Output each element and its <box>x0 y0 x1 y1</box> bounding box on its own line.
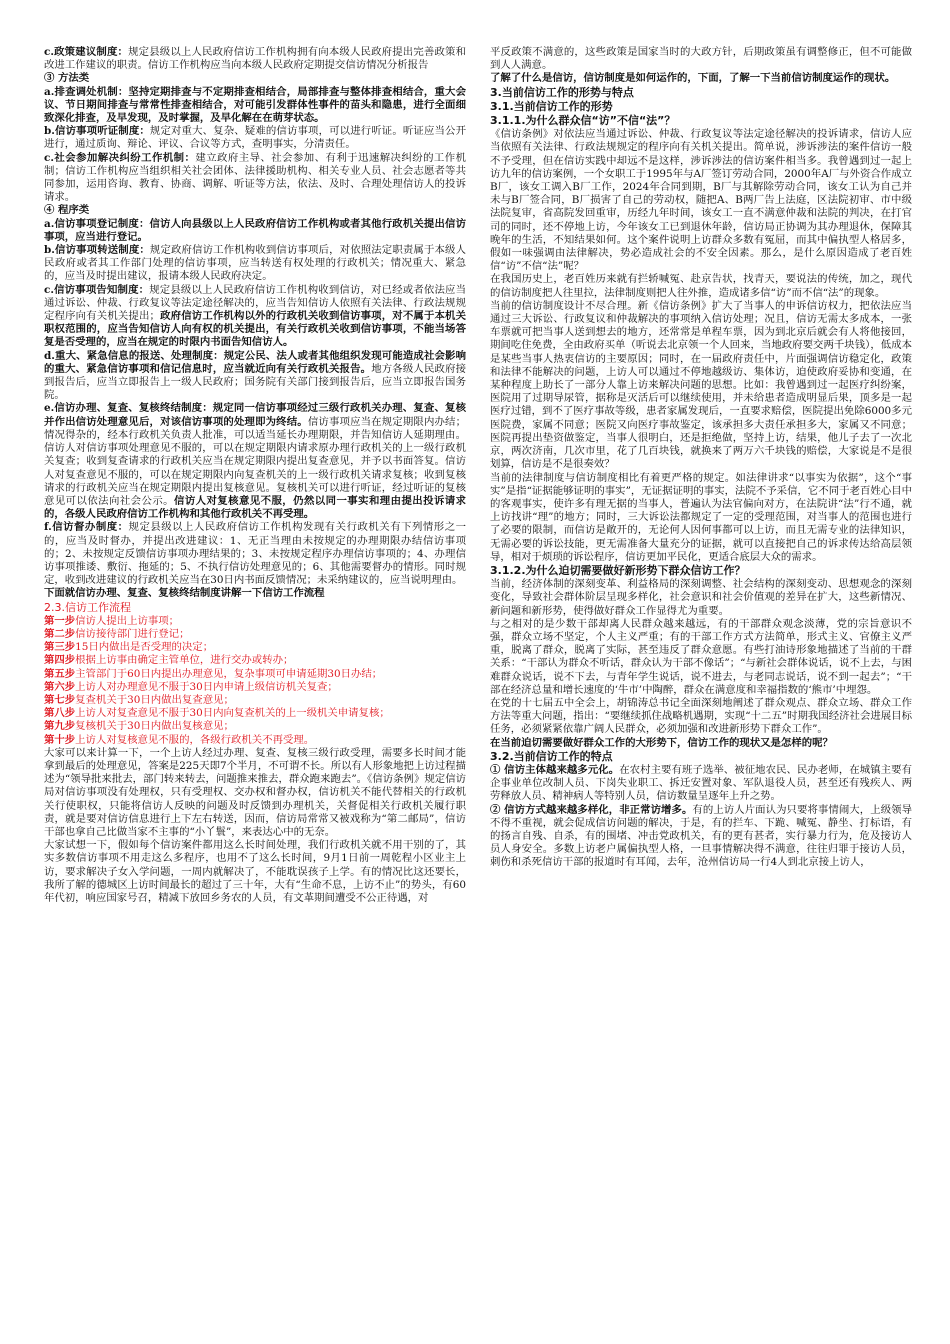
bold-heading <box>490 72 912 85</box>
paragraph-text: 在农村主要有班子选举、被征地农民、民办老师，在城镇主要有企事业单位改制人员、下岗失业职工、拆迁安置对象、军队退役人员，甚至还有残疾人、两劳释放人员、精神病人等特别人员，信访数量呈逐年上升之势。 <box>490 763 912 803</box>
bold-heading-text: 在当前迫切需要做好群众工作的大形势下，信访工作的现状又是怎样的呢？ <box>490 736 833 749</box>
workflow-step-label: 第三步 <box>44 641 76 654</box>
paragraph <box>44 46 466 72</box>
workflow-step <box>44 707 466 720</box>
section-heading <box>490 564 912 578</box>
paragraph <box>490 300 912 472</box>
paragraph <box>490 472 912 564</box>
workflow-step-label: 第八步 <box>44 707 76 720</box>
workflow-step-label: 第六步 <box>44 680 76 693</box>
workflow-step-label: 第十步 <box>44 733 76 746</box>
paragraph <box>44 218 466 244</box>
paragraph-text: 信访事项应当在规定期限内办结；情况得杂的，经本行政机关负责人批准，可以适当延长办理期限，并告知信访人延期理由。信访人对信访事项处理意见不服的，可以在规定期限内请求原办理行政机关的上一级行政机关复查；收到复查请求的行政机关应当在规定期限内提出复查意见，并予以书面答复。信访人对复查意见不服的，可以在规定期限内向复查机关的上一级行政机关请求复核；收到复核请求的行政机关应当在规定期限内提出复核意见。复核机关可以进行听证，经过听证的复核意见可以依法向社会公示。 <box>44 415 466 507</box>
section-heading-text: 3.1.2.为什么迫切需要做好新形势下群众信访工作？ <box>490 563 746 577</box>
paragraph-tail: 政府信访工作机构以外的行政机关收到信访事项，对不属于本机关职权范围的，应当告知信访人向有权的机关提出，有关行政机关收到信访事项，不能当场答复是否受理的，应当在规定的时限内书面告知信访人。 <box>44 310 466 349</box>
paragraph-lead: f.信访督办制度： <box>44 521 129 534</box>
paragraph-lead: a.排查调处机制：坚持定期排查与不定期排查相结合，局部排查与整体排查相结合，重大会议、节日期间排查与常常性排查相结合，对可能引发群体性事件的苗头和隐患，进行全面细致深化排查，及早发现，及时掌握，及早化解在在萌芽状态。 <box>44 85 466 125</box>
workflow-step-label: 第四步 <box>44 654 76 667</box>
paragraph-lead: c.信访事项告知制度： <box>44 283 150 296</box>
paragraph-text: 规定县级以上人民政府信访工作机构发现有关行政机关有下列情形之一的，应当及时督办，并提出改进建议：1、无正当理由未按规定的办理期限办结信访事项的；2、未按规定反馈信访事项办理结果的；3、未按规定程序办理信访事项的；4、办理信访事项推诿、敷衍、拖延的；5、不执行信访处理意见的；6、其他需要督办的情形。同时规定，收到改进建议的行政机关应当在30日内书面反馈情况；未采纳建议的，应当说明理由。 <box>44 521 466 587</box>
paragraph <box>44 152 466 205</box>
section-heading <box>490 86 912 100</box>
paragraph <box>490 764 912 804</box>
paragraph <box>44 125 466 151</box>
workflow-step-text: 上访人对复查意见不服于30日内向复查机关的上一级机关申请复核； <box>75 707 390 720</box>
section-heading <box>44 601 466 615</box>
section-heading-text: 3.2.当前信访工作的特点 <box>490 749 613 763</box>
bold-heading <box>44 72 466 85</box>
bold-heading-text: ③ 方法类 <box>44 72 90 85</box>
paragraph <box>44 402 466 521</box>
workflow-step-label: 第九步 <box>44 720 76 733</box>
workflow-step <box>44 694 466 707</box>
right-column <box>490 46 912 1336</box>
paragraph-text: 规定对重大、复杂、疑难的信访事项，可以进行听证。听证应当公开进行，通过质询、辩论、评议、合议等方式，查明事实，分清责任。 <box>44 125 466 151</box>
paragraph-text: 有的上访人片面认为只要将事情闹大，上级领导不得不重视，就会促成信访问题的解决，于是，有的拦车、下跪、喊冤、静坐、打标语，有的扬言自残、自杀，有的围堵、冲击党政机关，有的更有甚者，实行暴力行为，危及接访人员人身安全。多数上访老户属偏执型人格，一旦事情解决得不满意，往往归罪于接访人员，刺伤和杀死信访干部的报道时有耳闻，去年，沧州信访局一行4人到北京接上访人， <box>490 803 912 869</box>
workflow-step <box>44 734 466 747</box>
bold-heading <box>44 204 466 217</box>
workflow-step-text: 根据上访事由确定主管单位，进行交办或转办； <box>75 654 294 667</box>
paragraph-text: 当前的法律制度与信访制度相比有着更严格的规定。如法律讲求“以事实为依据”，这个“事实”是指“证据能够证明的事实”，无证据证明的事实，法院不予采信，它不同于老百姓心目中的客观事实，使许多有理无据的当事人，普遍认为法官偏向对方，在法院讲“法”行不通，就上访找讲“理”的地方；同时，三大诉讼法都规定了一定的受理范围，对当事人的范围也进行了必要的限制，而信访是敞开的，无论何人因何事都可以上访，而且无需专业的法律知识，无需必要的诉讼技能，更无需准备大量充分的证据，就可以直接把自己的诉求传达给高层领导，相对于烦琐的诉讼程序，信访更加平民化，更适合底层大众的需求。 <box>490 471 912 563</box>
paragraph-lead: b.信访事项转送制度： <box>44 244 150 257</box>
workflow-step <box>44 654 466 667</box>
paragraph <box>44 86 466 126</box>
section-heading-text: 2.3.信访工作流程 <box>44 600 131 614</box>
bold-heading-text: 了解了什么是信访，信访制度是如何运作的，下面，了解一下当前信访制度运作的现状。 <box>490 72 896 85</box>
section-heading-text: 3.当前信访工作的形势与特点 <box>490 85 634 99</box>
bold-heading-text: ④ 程序类 <box>44 204 90 217</box>
section-heading <box>490 114 912 128</box>
paragraph-text: 平反政策不满意的，这些政策是国家当时的大政方针，后期政策虽有调整修正，但不可能做到人人满意。 <box>490 46 912 72</box>
bold-heading <box>44 587 466 600</box>
paragraph <box>44 350 466 403</box>
paragraph-text: 在我国历史上，老百姓历来就有拦轿喊冤、赴京告状，找青天，要说法的传统，加之，现代的信访制度把人往里拉，法律制度则把人往外推，造成诸多信“访”而不信“法”的现象。 <box>490 273 912 299</box>
workflow-step-label: 第二步 <box>44 627 76 640</box>
paragraph <box>490 804 912 870</box>
paragraph-text: 当前，经济体制的深刻变革、利益格局的深刻调整、社会结构的深刻变动、思想观念的深刻变化，导致社会群体阶层呈现多样化，社会意识和社会价值观的差异在扩大，这些新情况、新问题和新形势，使得做好群众工作显得尤为重要。 <box>490 578 912 617</box>
workflow-step <box>44 628 466 641</box>
paragraph <box>44 244 466 284</box>
workflow-step-label: 第一步 <box>44 614 76 627</box>
paragraph-lead: c.政策建议制度： <box>44 46 129 58</box>
paragraph-text: 在党的十七届五中全会上，胡锦涛总书记全面深刻地阐述了群众观点、群众立场、群众工作方法等重大问题，指出：“要继续抓住战略机遇期，实现“十二五”时期我国经济社会进展目标任务，必须紧紧依靠广阔人民群众，必须加强和改进新形势下群众工作”。 <box>490 696 912 736</box>
paragraph <box>44 839 466 905</box>
workflow-step-text: 主管部门于60日内提出办理意见，复杂事项可申请延期30日办结； <box>75 667 383 680</box>
workflow-step-text: 复查机关于30日内做出复查意见； <box>75 693 234 706</box>
workflow-step-text: 信访人提出上访事项； <box>75 614 180 627</box>
workflow-step <box>44 668 466 681</box>
paragraph-text: 《信访条例》对依法应当通过诉讼、仲裁、行政复议等法定途径解决的投诉请求，信访人应当依照有关法律、行政法规规定的程序向有关机关提出。简单说，涉诉涉法的案件信访一般不予受理，但在信访实践中却远不是这样，涉诉涉法的信访案件相当多。我曾遇到过一起上访九年的信访案例，一个女职工于1995年与A厂签订劳动合同，2000年A厂与外资合作成立B厂，该女工调入B厂工作，2024年合同到期，B厂与其解除劳动合同，该女工认为自己并未与B厂签合同，B厂损害了自己的劳动权，随把A、B两厂告上法庭，区法院初审、市中级法院复审，省高院发回重审，历经九年时间，该女工一直不满意仲裁和法院的判决，在打官司的同时，还不停地上访，今年该女工已到退休年龄，信访局正协调为其办理退休，保障其晚年的生活，不知结果如何。这个案件说明上访群众多数有冤屈，而其中偏执型人格居多，假如一味强调由法律解决，势必造成社会的不安全因素。那么，是什么原因造成了老百姓信“访”不信“法”呢？ <box>490 128 912 273</box>
workflow-step-text: 上访人对复核意见不服的，各级行政机关不再受理。 <box>75 733 315 746</box>
bold-heading-text: 下面就信访办理、复查、复核终结制度讲解一下信访工作流程 <box>44 587 325 600</box>
section-heading-text: 3.1.当前信访工作的形势 <box>490 99 613 113</box>
paragraph-lead: a.信访事项登记制度：信访人向县级以上人民政府信访工作机构或者其他行政机关提出信访事项，应当进行登记。 <box>44 217 466 243</box>
paragraph <box>490 578 912 618</box>
paragraph-lead: b.信访事项听证制度： <box>44 125 150 138</box>
paragraph-text: 地方各级人民政府接到报告后，应当立即报告上一级人民政府；国务院有关部门接到报告后，应当立即报告国务院。 <box>44 362 466 402</box>
workflow-step-text: 复核机关于30日内做出复核意见； <box>75 720 234 733</box>
paragraph <box>490 128 912 273</box>
left-column <box>44 46 466 1336</box>
paragraph-lead: d.重大、紧急信息的报送、处理制度：规定公民、法人或者其他组织发现可能造成社会影响的重大、紧急信访事项和信记信息时，应当就近向有关行政机关报告。 <box>44 349 466 375</box>
workflow-step <box>44 641 466 654</box>
workflow-step <box>44 720 466 733</box>
paragraph <box>490 697 912 737</box>
paragraph <box>490 618 912 697</box>
workflow-step-label: 第七步 <box>44 693 76 706</box>
paragraph-text: 与之相对的是少数干部却离人民群众越来越远，有的干部群众观念淡薄，党的宗旨意识不强，群众立场不坚定，个人主义严重；有的干部工作方式方法简单，形式主义、官僚主义严重，脱离了群众，脱离了实际，甚至违反了群众意愿。有些打油诗形象地描述了当前的干群关系：“干部认为群众不听话，群众认为干部不像话”；“与新社会群体说话，说不上去，与困难群众说话，说不下去，与青年学生说话，说不进去，与老同志说话，说不到一起去”；“干部在经济总量和增长速度的‘牛市’中陶醉，群众在满意度和幸福指数的‘熊市’中埋怨。 <box>490 617 912 696</box>
paragraph-text: 规定县级以上人民政府信访工作机构拥有向本级人民政府提出完善政策和改进工作建议的职责。信访工作机构应当向本级人民政府定期提交信访情况分析报告 <box>44 46 466 72</box>
paragraph-text: 当前的信访制度设计不尽合理。新《信访条例》扩大了当事人的申诉信访权力，把依法应当通过三大诉讼、行政复议和仲裁解决的事项纳入信访处理；况且，信访无需太多成本，一张车票就可把当事人送到想去的地方，还常常是单程车票，因为到北京后就会有人将他接回，期间吃住免费，全由政府买单（听说去北京领一个人回来，当地政府要交两千块钱），低成本是某些当事人热衷信访的主要原因；同时，在一届政府责任中，片面强调信访稳定化，政策和法律不能解决的问题，上访人可以通过不停地越级访、集体访，迫使政府妥协和变通，在某种程度上助长了一部分人靠上访来解决问题的思想。比如：我曾遇到过一起医疗纠纷案，医院用了过期导尿管，据称是灭活后可以继续使用，并未给患者造成明显后果，顶多是一起医疗过错，到不了医疗事故等级，患者家属发现后，一直要求赔偿，医院提出免除6000多元医院费，家属不同意；医院又向医疗事故鉴定，该承担多大责任承担多大，家属又不同意；医院再提出垫资做鉴定，当事人很明白，还是拒绝做，坚持上访，结果，他儿子去了一次北京，两次济南，几次市里，花了几百块钱，就换来了两万六千块钱的赔偿，大家说是不是很划算，信访是不是很奏效？ <box>490 299 912 471</box>
paragraph-text: 规定县级以上人民政府信访工作机构收到信访，对已经或者依法应当通过诉讼、仲裁、行政复议等法定途径解决的，应当告知信访人依照有关法律、行政法规规定程序向有关机关提出； <box>44 283 466 323</box>
workflow-step <box>44 615 466 628</box>
workflow-step <box>44 681 466 694</box>
workflow-step-text: 15日内做出是否受理的决定； <box>75 641 214 654</box>
workflow-step-text: 信访接待部门进行登记； <box>75 627 190 640</box>
paragraph-lead: ① 信访主体越来越多元化。 <box>490 763 620 776</box>
section-heading-text: 3.1.1.为什么群众信“访”不信“法”？ <box>490 114 676 128</box>
paragraph-text: 大家试想一下，假如每个信访案件都用这么长时间处理，我们行政机关就不用干别的了，其实多数信访事项不用走这么多程序，也用不了这么长时间，9月1日前一周乾程小区业主上访，要求解决子女入学问题，一周内就解决了，不能耽误孩子上学。有的情况比这还要长，我所了解的德城区上访时间最长的超过了三十年，大有“生命不息，上访不止”的势头，有60年代初，响应国家号召，精减下放回乡务农的人员，有文革期间遭受不公正待遇，对 <box>44 839 466 904</box>
section-heading <box>490 100 912 114</box>
paragraph <box>44 284 466 350</box>
workflow-step-label: 第五步 <box>44 667 76 680</box>
paragraph <box>490 273 912 299</box>
paragraph <box>44 747 466 839</box>
paragraph-text: 规定政府信访工作机构收到信访事项后，对依照法定职责属于本级人民政府或者其工作部门处理的信访事项，应当转送有权处理的行政机关；情况重大、紧急的，应当及时提出建议，报请本级人民政府决定。 <box>44 244 466 283</box>
paragraph-text: 大家可以来计算一下，一个上访人经过办理、复查、复核三级行政受理，需要多长时间才能拿到最后的处理意见，答案是225天即7个半月，不可谓不长。所以有人形象地把上访过程描述为“领导批来批去，部门转来转去，问题推来推去，群众跑来跑去”。《信访条例》规定信访局对信访事项没有处理权，只有受理权、交办权和督办权，信访机关不能代替相关的行政机关行使职权，只能将信访人反映的问题及时反馈到办理机关，关督促相关行政机关履行职责，就是要对信访信息进行上下左右转送，因而，信访局常常又被戏称为“第二邮局”，信访干部也拿自己比做当家不主事的“小丫鬟”，来表达心中的无奈。 <box>44 746 466 838</box>
paragraph <box>44 521 466 587</box>
section-heading <box>490 750 912 764</box>
paragraph <box>490 46 912 72</box>
paragraph-lead: c.社会参加解决纠纷工作机制： <box>44 151 196 164</box>
paragraph-text: 建立政府主导、社会参加、有利于迅速解决纠纷的工作机制；信访工作机构应当组织相关社会团体、法律援助机构、相关专业人员、社会志愿者等共同参加，运用咨询、教育、协商、调解、听证等方法，依法、及时、合理处理信访人的投诉请求。 <box>44 151 466 204</box>
workflow-step-text: 上访人对办理意见不服于30日内申请上级信访机关复查； <box>75 680 338 693</box>
paragraph-lead: ② 信访方式越来越多样化，非正常访增多。 <box>490 803 693 816</box>
paragraph-lead: e.信访办理、复查、复核终结制度：规定同一信访事项经过三级行政机关办理、复查、复核并作出信访处理意见后，对该信访事项的处理即为终结。 <box>44 402 466 428</box>
paragraph-tail: 信访人对复核意见不服，仍然以同一事实和理由提出投诉请求的，各级人民政府信访工作机构和其他行政机关不再受理。 <box>44 494 466 521</box>
bold-heading <box>490 737 912 750</box>
